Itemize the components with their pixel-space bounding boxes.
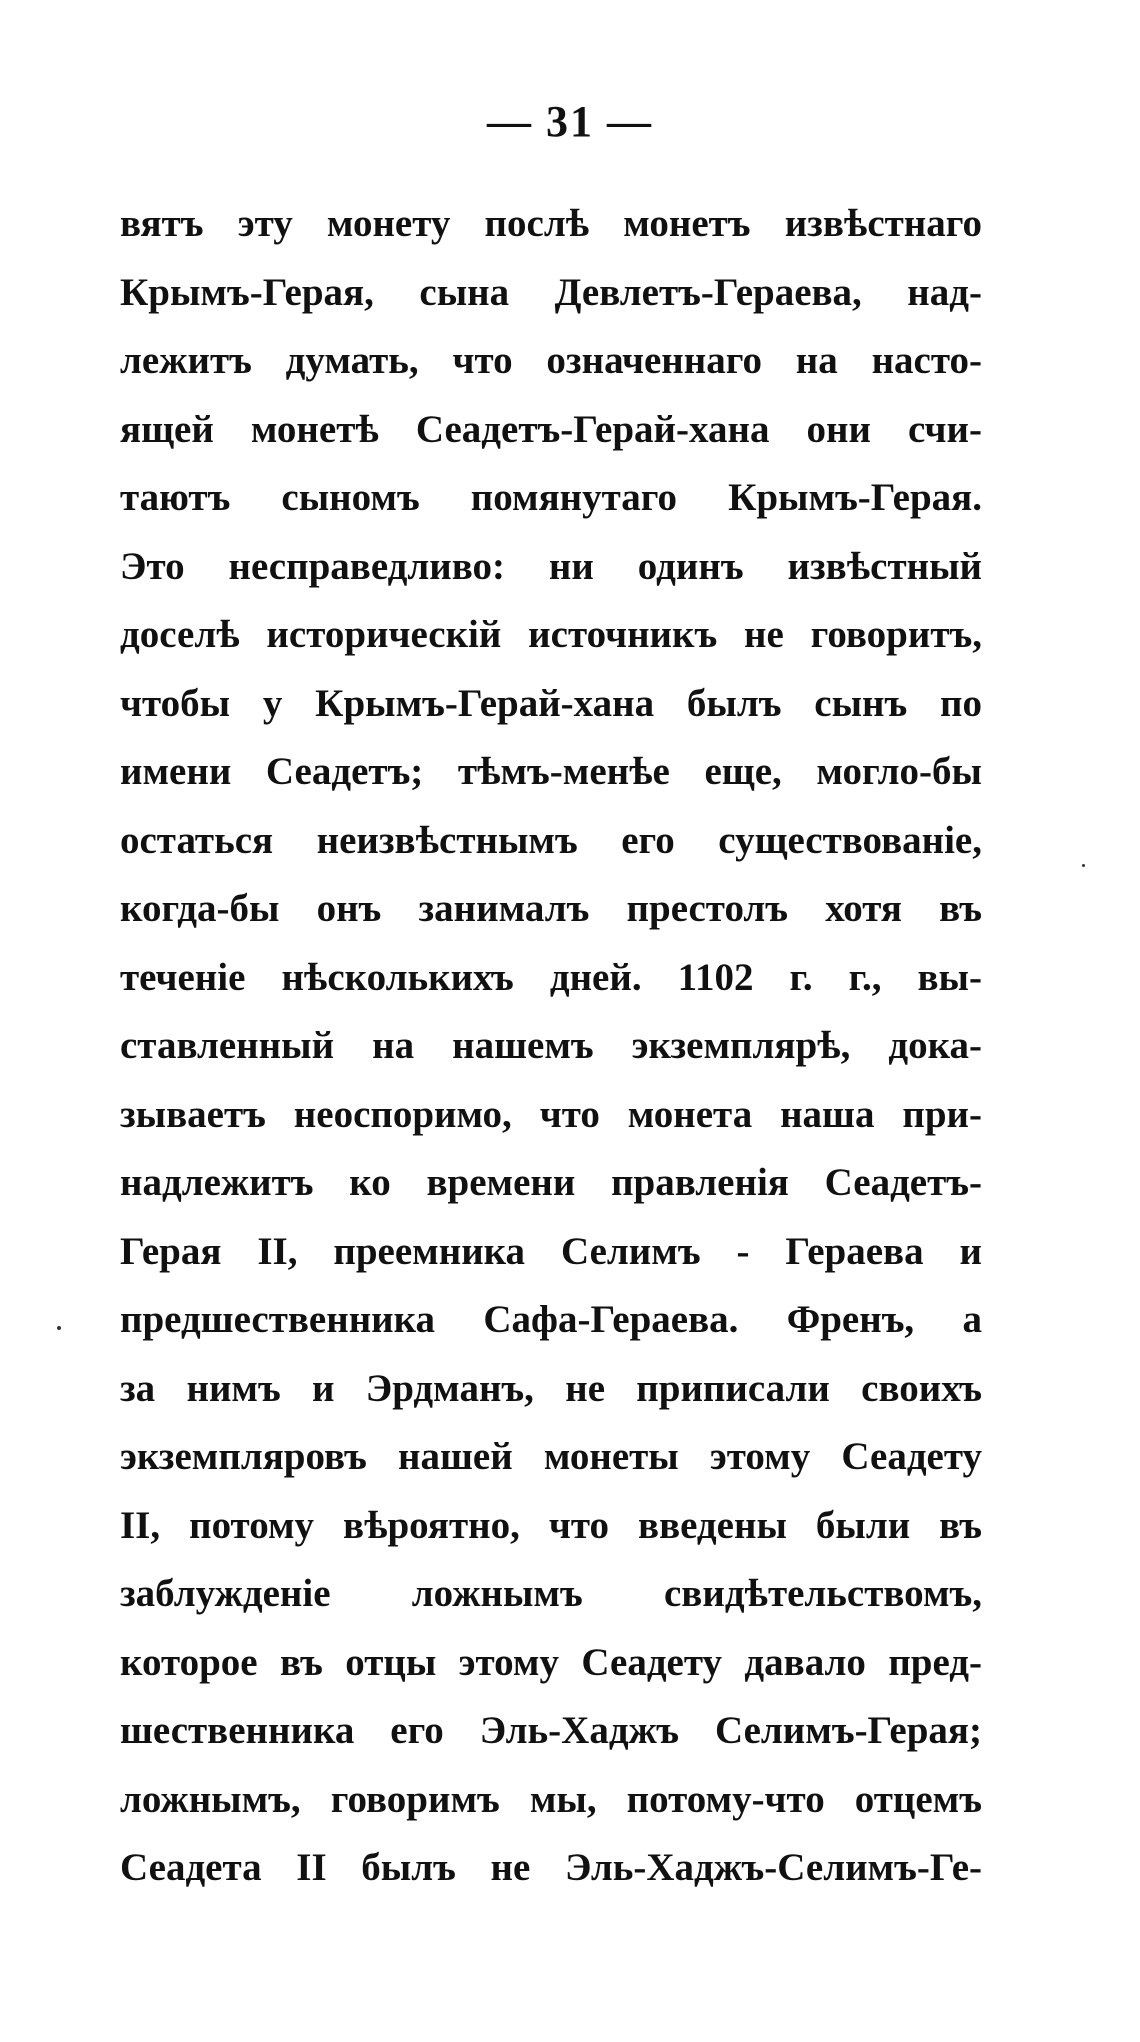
text-line: шественника его Эль-Хаджъ Селимъ-Герая;	[120, 1709, 982, 1752]
text-line: имени Сеадетъ; тѣмъ-менѣе еще, могло-бы	[120, 750, 982, 793]
text-line: надлежитъ ко времени правленія Сеадетъ-	[120, 1161, 982, 1204]
text-line: Герая II, преемника Селимъ - Гераева и	[120, 1229, 982, 1273]
text-line: экземпляровъ нашей монеты этому Сеадету	[120, 1435, 982, 1478]
text-line: остаться неизвѣстнымъ его существованіе,	[120, 818, 982, 862]
text-line: доселѣ историческій источникъ не говоритъ,	[120, 613, 982, 656]
text-line: Сеадета II былъ не Эль-Хаджъ-Селимъ-Ге-	[120, 1846, 982, 1889]
text-line: ложнымъ, говоримъ мы, потому-что отцемъ	[120, 1777, 982, 1821]
text-line: теченіе нѣсколькихъ дней. 1102 г. г., вы-	[120, 955, 982, 999]
page-number: — 31 —	[487, 97, 653, 146]
text-line: за нимъ и Эрдманъ, не приписали своихъ	[120, 1366, 982, 1410]
text-line: чтобы у Крымъ-Герай-хана былъ сынъ по	[120, 681, 982, 725]
text-line: II, потому вѣроятно, что введены были въ	[120, 1503, 982, 1547]
text-line: зываетъ неоспоримо, что монета наша при-	[120, 1092, 982, 1136]
print-speck	[57, 1326, 61, 1330]
text-line: вятъ эту монету послѣ монетъ извѣстнаго	[120, 202, 982, 245]
text-line: лежитъ думать, что означеннаго на насто-	[120, 339, 982, 382]
text-line: когда-бы онъ занималъ престолъ хотя въ	[120, 887, 982, 930]
body-text	[120, 190, 982, 1903]
text-line: которое въ отцы этому Сеадету давало пред-	[120, 1640, 982, 1684]
text-line: Это несправедливо: ни одинъ извѣстный	[120, 544, 982, 588]
text-line: Крымъ-Герая, сына Девлетъ-Гераева, над-	[120, 270, 982, 314]
text-line: таютъ сыномъ помянутаго Крымъ-Герая.	[120, 476, 982, 519]
print-speck	[1082, 864, 1085, 867]
text-line: ящей монетѣ Сеадетъ-Герай-хана они счи-	[120, 407, 982, 451]
text-line: ставленный на нашемъ экземплярѣ, дока-	[120, 1024, 982, 1067]
text-line: предшественника Сафа-Гераева. Френъ, а	[120, 1298, 982, 1341]
text-line: заблужденіе ложнымъ свидѣтельствомъ,	[120, 1572, 982, 1615]
